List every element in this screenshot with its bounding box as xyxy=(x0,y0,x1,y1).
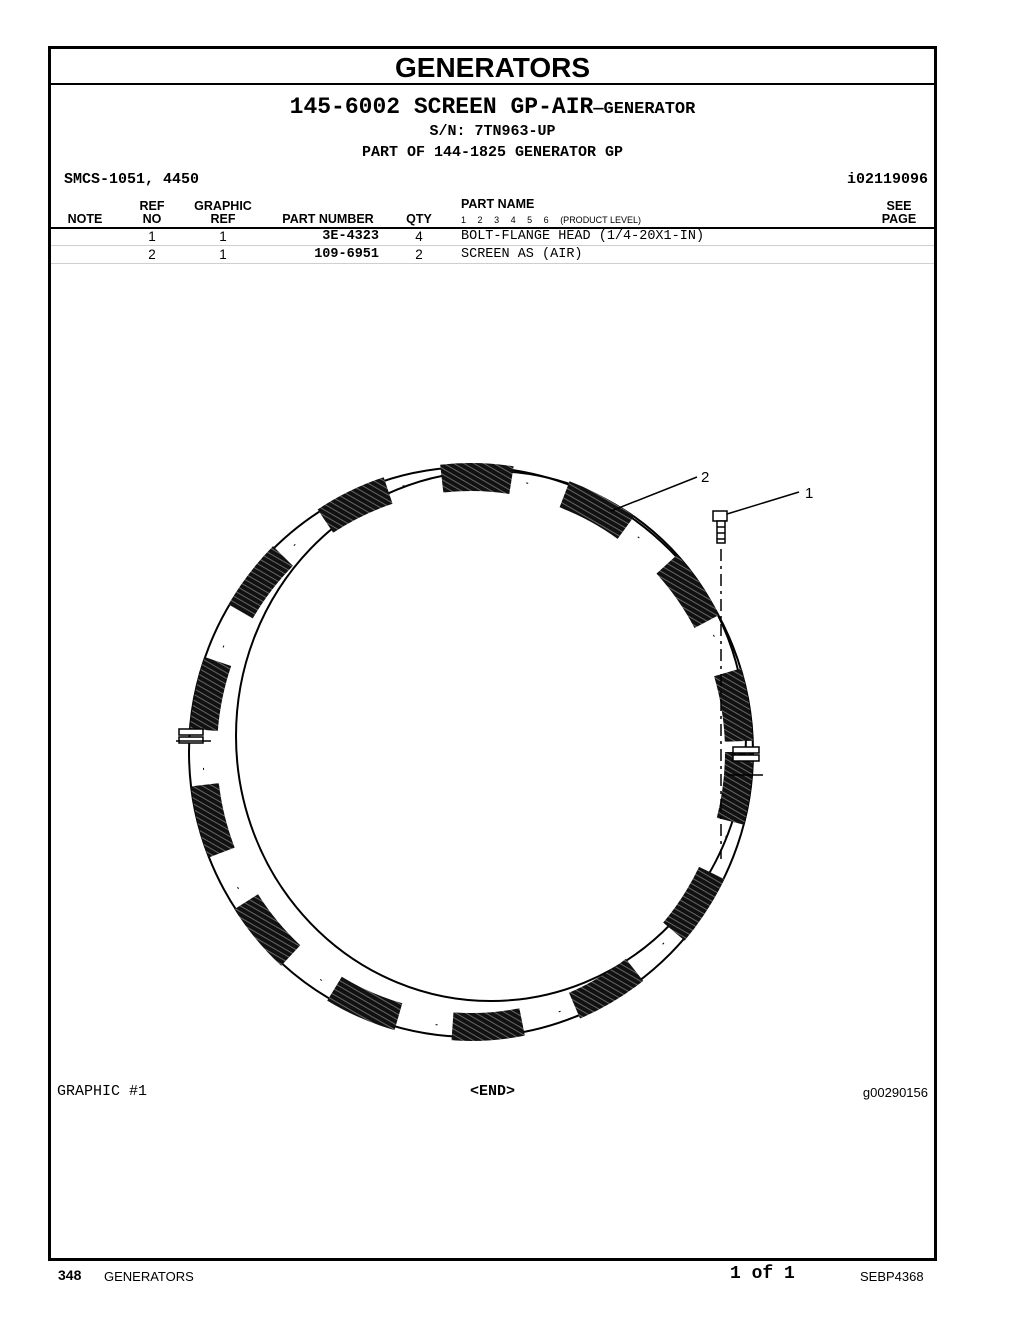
product-level-3: 3 xyxy=(494,215,500,225)
row-graphic-ref: 1 xyxy=(219,229,227,244)
col-qty: QTY xyxy=(406,212,432,226)
row-part-name: BOLT-FLANGE HEAD (1/4-20X1-IN) xyxy=(461,229,705,244)
row-graphic-ref: 1 xyxy=(219,247,227,262)
screen-assembly-illustration xyxy=(51,49,934,1258)
col-ref-no-bottom: NO xyxy=(142,212,162,226)
row-part-number: 3E-4323 xyxy=(322,229,379,244)
col-see-page-top: SEE xyxy=(886,199,912,213)
smcs-code: SMCS-1051, 4450 xyxy=(64,171,200,188)
product-level-6: 6 xyxy=(543,215,549,225)
row-part-number: 109-6951 xyxy=(314,247,379,262)
graphic-label: GRAPHIC #1 xyxy=(57,1083,148,1100)
col-graphic-ref-top: GRAPHIC xyxy=(194,199,252,213)
assembly-number: 145-6002 xyxy=(289,94,401,120)
illustration-id: i02119096 xyxy=(846,171,928,188)
flange-bolt xyxy=(713,511,727,543)
assembly-name: SCREEN GP-AIR xyxy=(413,94,594,120)
product-level-5: 5 xyxy=(527,215,533,225)
part-of-line: PART OF 144-1825 GENERATOR GP xyxy=(361,144,624,161)
col-see-page-bottom: PAGE xyxy=(881,212,917,226)
footer-page-number: 348 xyxy=(58,1267,82,1283)
leader-line-1 xyxy=(727,492,799,514)
footer-page-of: 1 of 1 xyxy=(730,1264,795,1284)
col-part-number: PART NUMBER xyxy=(282,212,374,226)
leader-line-2 xyxy=(611,477,697,511)
row-ref-no: 1 xyxy=(148,229,156,244)
row-ref-no: 2 xyxy=(148,247,156,262)
col-graphic-ref-bottom: REF xyxy=(210,212,236,226)
col-part-name: PART NAME xyxy=(461,197,535,211)
row-qty: 2 xyxy=(415,247,423,262)
screen-louvers xyxy=(203,477,739,1027)
page-frame xyxy=(48,46,937,1261)
col-note: NOTE xyxy=(67,212,103,226)
graphic-id: g00290156 xyxy=(862,1085,928,1100)
end-marker: <END> xyxy=(469,1083,515,1100)
product-level-label: (PRODUCT LEVEL) xyxy=(560,215,642,225)
row-part-name: SCREEN AS (AIR) xyxy=(461,247,583,262)
left-joint-flange xyxy=(176,729,211,743)
footer-section: GENERATORS xyxy=(104,1269,194,1284)
product-level-2: 2 xyxy=(477,215,483,225)
section-title: GENERATORS xyxy=(51,49,934,85)
assembly-suffix: —GENERATOR xyxy=(593,100,696,119)
col-ref-no-top: REF xyxy=(139,199,165,213)
row-qty: 4 xyxy=(415,229,423,244)
product-level-4: 4 xyxy=(510,215,516,225)
serial-number-line: S/N: 7TN963-UP xyxy=(429,123,556,140)
product-level-1: 1 xyxy=(461,215,467,225)
callout-1: 1 xyxy=(805,485,814,502)
footer-document-id: SEBP4368 xyxy=(860,1269,924,1284)
callout-2: 2 xyxy=(701,469,710,486)
